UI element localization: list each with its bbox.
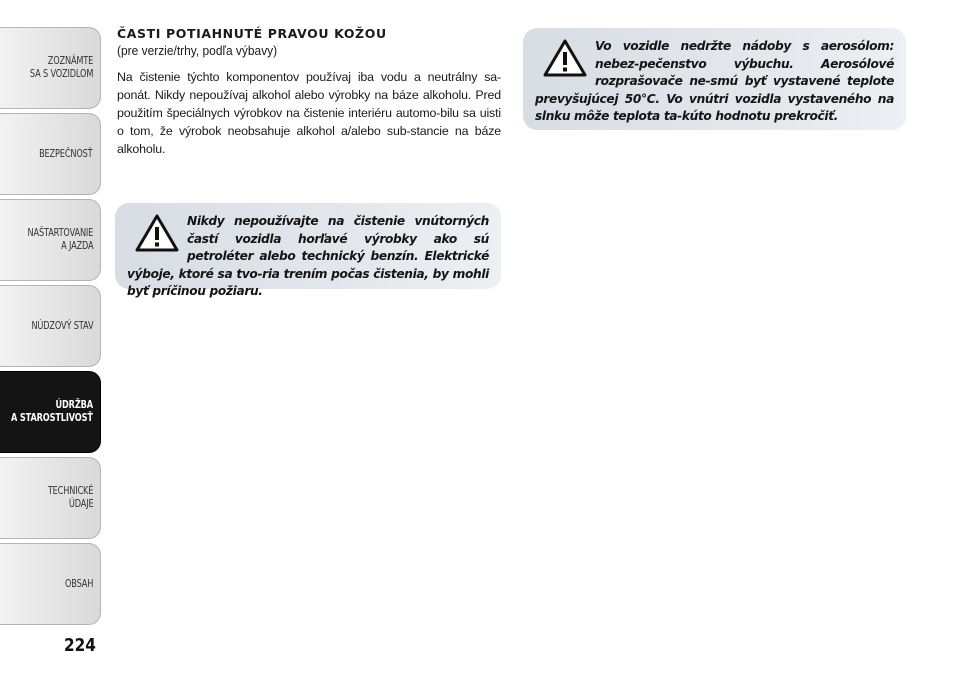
leather-parts-section xyxy=(117,26,501,158)
tab-label-line2: A JAZDA xyxy=(60,240,93,252)
tab-label-line2: A STAROSTLIVOSŤ xyxy=(11,412,93,424)
tab-label-line1: NAŠTARTOVANIE xyxy=(27,227,93,239)
tab-label-line1: ÚDRŽBA xyxy=(55,399,93,411)
warning-text: Vo vozidle nedržte nádoby s aerosólom: nebez-pečenstvo výbuchu. Aerosólové rozprašovače ne-smú byť vystavené teplote prevyšujúcej 50°C. Vo vnútri vozidla vystaveného na slnku môže teplota ta-kúto hodnotu prekročiť. xyxy=(535,39,894,124)
tab-label-line2: ÚDAJE xyxy=(68,498,93,510)
section-title: ČASTI POTIAHNUTÉ PRAVOU KOŽOU xyxy=(117,26,387,41)
tab-label-line1: BEZPEČNOSŤ xyxy=(39,147,93,160)
tab-label-line1: ZOZNÁMTE xyxy=(47,55,93,67)
tab-zoznamte-sa-s-vozidlom[interactable] xyxy=(0,27,101,109)
warning-text: Nikdy nepoužívajte na čistenie vnútorných častí vozidla horľavé výrobky ako sú petroléter alebo technický benzín. Elektrické výboje, ktoré sa tvo-ria trením počas čistenia, by mohli byť príčinou požiaru. xyxy=(127,214,489,299)
warning-box-aerosol xyxy=(523,28,906,130)
tab-label-line1: TECHNICKÉ xyxy=(47,485,93,497)
tab-nudzovy-stav[interactable] xyxy=(0,285,101,367)
tab-obsah[interactable] xyxy=(0,543,101,625)
tab-label-line1: NÚDZOVÝ STAV xyxy=(31,319,93,332)
warning-triangle-icon xyxy=(543,38,587,78)
page-number: 224 xyxy=(64,635,96,656)
tab-udrzba-a-starostlivost[interactable] xyxy=(0,371,101,453)
section-body: Na čistenie týchto komponentov používaj iba vodu a neutrálny sa-ponát. Nikdy nepoužívaj alkohol alebo výrobky na báze alkoholu. Pred použitím špeciálnych výrobkov na čistenie interiéru automo-bilu sa uisti o tom, že výrobok neobsahuje alkohol a/alebo sub-stancie na báze alkoholu. xyxy=(117,70,501,156)
tab-label-line2: SA S VOZIDLOM xyxy=(29,68,93,80)
warning-triangle-icon xyxy=(135,213,179,253)
tab-nastartovanie-a-jazda[interactable] xyxy=(0,199,101,281)
tab-bezpecnost[interactable] xyxy=(0,113,101,195)
tab-label-line1: OBSAH xyxy=(64,577,93,590)
warning-box-flammable xyxy=(115,203,501,299)
tab-technicke-udaje[interactable] xyxy=(0,457,101,539)
section-subtitle: (pre verzie/trhy, podľa výbavy) xyxy=(117,43,278,58)
